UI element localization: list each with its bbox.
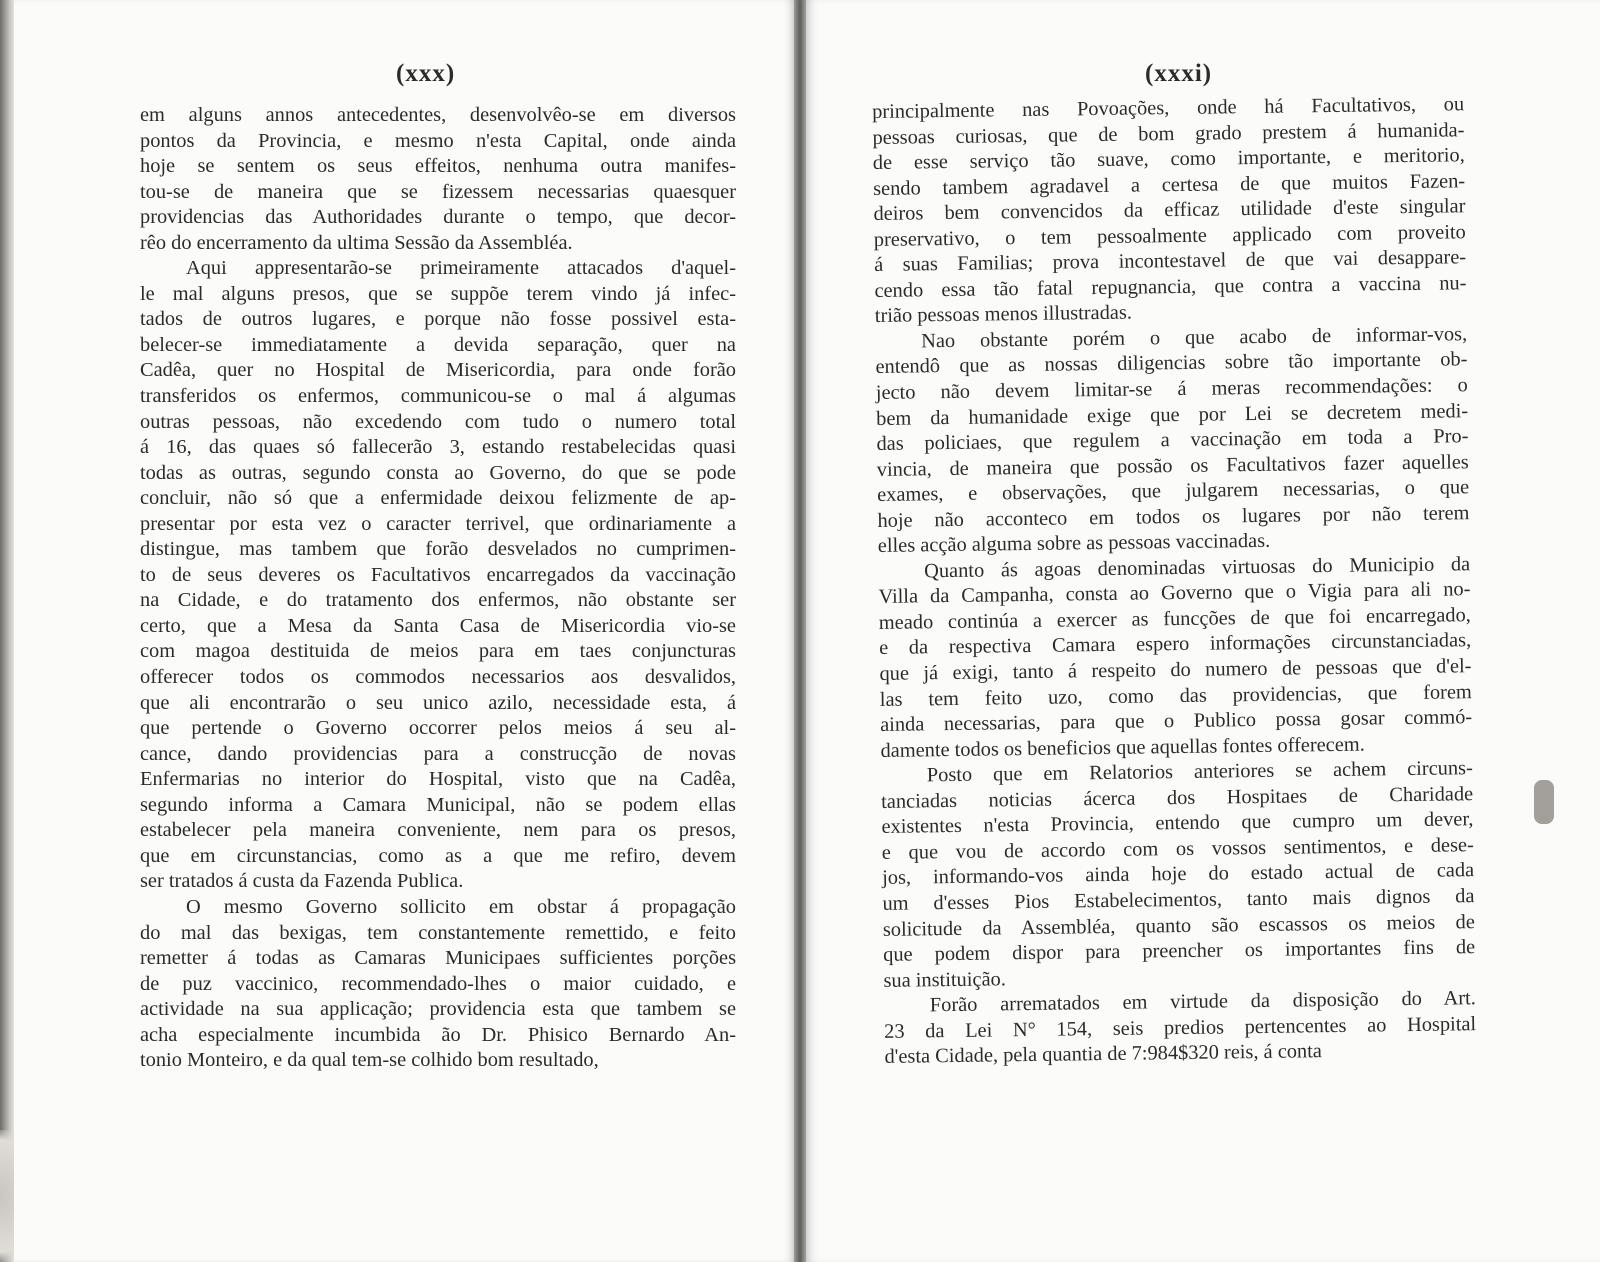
text-line: vincia, de maneira que possão os Facultativos fazer aquelles [876,450,1469,481]
text-line: principalmente nas Povoações, onde há Facultativos, ou [872,93,1465,123]
text-line: sua instituição. [883,967,1006,992]
text-line: Quanto ás agoas denominadas virtuosas do Municipio da [924,553,1471,583]
paragraph [140,103,736,256]
text-line: todas as outras, segundo consta ao Governo, do que se pode [140,461,736,484]
text-line: bem da humanidade exige que por Lei se decretem medi- [876,399,1469,430]
text-line: distingue, mas tambem que forão desvelados no cumprimen- [140,538,736,561]
text-line: pontos da Provincia, e mesmo n'esta Capital, onde ainda [140,129,736,152]
text-line: providencias das Authoridades durante o tempo, que decor- [140,206,736,229]
text-line: Aqui appresentarão-se primeiramente attacados d'aquel- [186,257,736,280]
text-line: meado continúa a exercer as funcções de que foi encarregado, [878,604,1471,634]
text-line: Enfermarias no interior do Hospital, visto que na Cadêa, [140,768,736,791]
left-page-text [140,103,736,1074]
text-line: do mal das bexigas, tem constantemente remettido, e feito [140,921,736,944]
text-line: 23 da Lei N° 154, seis predios pertencentes ao Hospital [884,1012,1477,1043]
text-line: cance, dando providencias para a construcção de novas [140,742,736,765]
text-line: com magoa destituida de meios para em taes conjuncturas [140,640,736,663]
text-line: segundo informa a Camara Municipal, não se podem ellas [140,793,736,816]
text-line: Posto que em Relatorios anteriores se achem circuns- [926,757,1473,787]
text-line: que já exigi, tanto á respeito do numero de pessoas que d'el- [879,655,1472,685]
text-line: rêo do encerramento da ultima Sessão da Assembléa. [140,231,573,254]
text-line: ainda necessarias, para que o Publico possa gosar commó- [880,706,1473,737]
text-line: á suas Familias; prova incontestavel de que vai desappare- [874,246,1467,277]
text-line: certo, que a Mesa da Santa Casa de Misericordia vio-se [140,614,736,637]
text-line: e da respectiva Camara espero informações circunstanciadas, [879,629,1472,660]
text-line: hoje não acconteco em todos os lugares por não terem [877,501,1470,532]
text-line: acha especialmente incumbida ão Dr. Phisico Bernardo An- [140,1023,736,1046]
text-line: tados de outros lugares, e porque não fosse possivel esta- [140,308,736,331]
text-line: trião pessoas menos illustradas. [874,301,1133,328]
text-line: exames, e observações, que julgarem necessarias, o que [877,476,1470,507]
text-line: que podem dispor para preencher os importantes fins de [883,936,1476,966]
book-edge [0,0,14,1262]
text-line: to de seus deveres os Facultativos encarregados da vaccinação [140,563,736,586]
text-line: presentar por esta vez o caracter terrivel, que ordinariamente a [140,512,736,535]
text-line: em alguns annos antecedentes, desenvolvêo-se em diversos [140,104,736,126]
text-line: solicitude da Assembléa, quanto são escassos os meios de [882,910,1475,941]
text-line: e que vou de accordo com os vossos sentimentos, e dese- [881,834,1474,864]
text-line: um d'esses Pios Estabelecimentos, tanto mais dignos da [882,885,1475,915]
text-line: estabelecer pela maneira conveniente, nem para os presos, [140,819,736,842]
text-line: cendo essa tão fatal repugnancia, que contra a vaccina nu- [874,272,1467,302]
paragraph [140,256,736,895]
page-number-right: (xxxi) [1145,60,1213,87]
text-line: d'esta Cidade, pela quantia de 7:984$320 reis, á conta [884,1040,1323,1069]
text-line: pessoas curiosas, que de bom grado prestem á humanida- [872,118,1465,149]
book-gutter [794,0,806,1262]
text-line: que ali encontrarão o seu unico azilo, necessidade esta, á [140,691,736,714]
text-line: offerecer todos os commodos necessarios aos desvalidos, [140,666,736,689]
text-line: deiros bem convencidos da efficaz utilidade d'este singular [873,195,1466,226]
text-line: entendô que as nossas diligencias sobre tão importante ob- [875,348,1468,379]
text-line: preservativo, o tem pessoalmente applicado com proveito [873,220,1466,251]
text-line: tonio Monteiro, e da qual tem-se colhido bom resultado, [140,1049,599,1072]
text-line: belecer-se immediatamente a devida separação, quer na [140,333,736,356]
right-page-text [872,92,1477,1070]
text-line: que em circunstancias, como as a que me refiro, devem [140,844,736,867]
text-line: que pertende o Governo occorrer pelos meios á seu al- [140,717,736,740]
text-line: ser tratados á custa da Fazenda Publica. [140,870,464,893]
text-line: tanciadas noticias ácerca dos Hospitaes de Charidade [881,782,1474,813]
text-line: las tem feito uzo, como das providencias, que forem [879,680,1472,711]
text-line: sendo tambem agradavel a certesa de que muitos Fazen- [873,169,1466,200]
binding-clip [1534,780,1554,824]
text-line: de esse serviço tão suave, como importante, e meritorio, [872,144,1465,175]
text-line: O mesmo Governo sollicito em obstar á propagação [186,895,736,918]
text-line: tou-se de maneira que se fizessem necessarias quaesquer [140,180,736,203]
text-line: das policiaes, que regulem a vaccinação em toda a Pro- [876,425,1469,456]
text-line: á 16, das quaes só fallecerão 3, estando restabelecidas quasi [140,436,736,459]
paragraph [140,895,736,1074]
text-line: Villa da Campanha, consta ao Governo que o Vigia para ali no- [878,578,1471,609]
paragraph [884,986,1477,1070]
text-line: na Cidade, e do tratamento dos enfermos, não obstante ser [140,589,736,612]
text-line: actividade na sua applicação; providencia esta que tambem se [140,998,736,1021]
text-line: Cadêa, quer no Hospital de Misericordia, para onde forão [140,359,736,382]
text-line: outras pessoas, não excedendo com tudo o numero total [140,410,736,433]
text-line: transferidos os enfermos, communicou-se o mal á algumas [140,385,736,408]
text-line: hoje se sentem os seus effeitos, nenhuma outra manifes- [140,155,736,178]
text-line: de puz vaccinico, recommendado-lhes o maior cuidado, e [140,972,736,995]
text-line: elles acção alguma sobre as pessoas vaccinadas. [877,530,1271,558]
paragraph [872,92,1467,330]
text-line: jecto não devem limitar-se á meras recommendações: o [875,374,1468,404]
text-line: remetter á todas as Camaras Municipaes sufficientes porções [140,947,736,970]
page-number-left: (xxx) [396,60,456,87]
paragraph [875,322,1470,560]
text-line: concluir, não só que a enfermidade deixou felizmente de ap- [140,487,736,510]
paragraph [881,756,1476,994]
paragraph [878,552,1473,764]
text-line: Forão arrematados em virtude da disposição do Art. [929,987,1476,1017]
text-line: existentes n'esta Provincia, entendo que cumpro um dever, [881,808,1474,839]
text-line: damente todos os beneficios que aquellas fontes offerecem. [880,733,1365,762]
text-line: jos, informando-vos ainda hoje do estado actual de cada [882,859,1475,890]
text-line: le mal alguns presos, que se suppõe terem vindo já infec- [140,282,736,305]
text-line: Nao obstante porém o que acabo de informar-vos, [921,323,1468,353]
